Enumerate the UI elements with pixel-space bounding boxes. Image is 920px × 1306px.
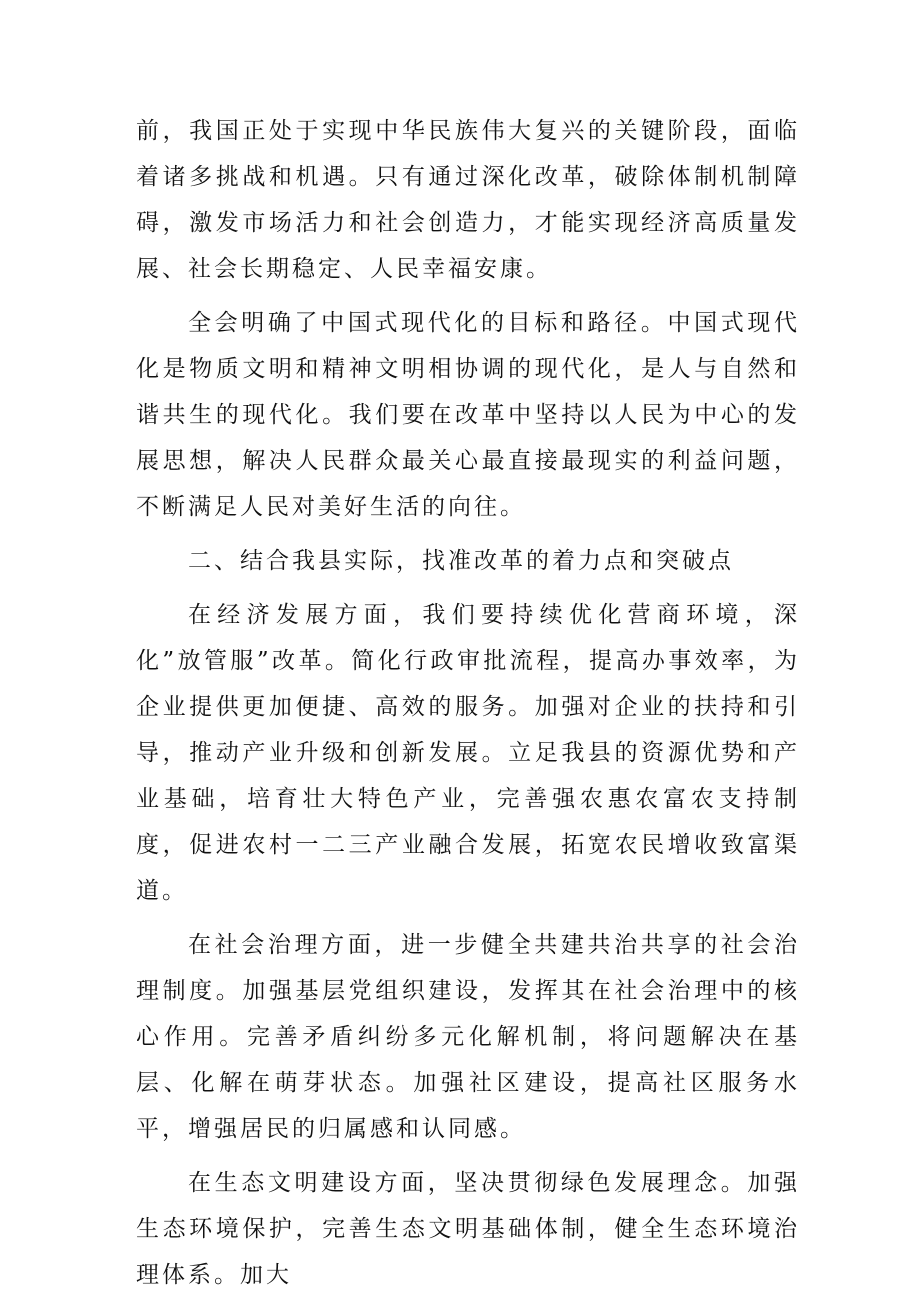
paragraph-economic-development: 在经济发展方面，我们要持续优化营商环境，深化”放管服”改革。简化行政审批流程，提高办事效率，为企业提供更加便捷、高效的服务。加强对企业的扶持和引导，推动产业升级和创新发展。立足我县的资源优势和产业基础，培育壮大特色产业，完善强农惠农富农支持制度，促进农村一二三产业融合发展，拓宽农民增收致富渠道。 (136, 602, 800, 904)
paragraph-social-governance: 在社会治理方面，进一步健全共建共治共享的社会治理制度。加强基层党组织建设，发挥其在社会治理中的核心作用。完善矛盾纠纷多元化解机制，将问题解决在基层、化解在萌芽状态。加强社区建设，提高社区服务水平，增强居民的归属感和认同感。 (136, 932, 800, 1142)
paragraph-ecological-civilization: 在生态文明建设方面，坚决贯彻绿色发展理念。加强生态环境保护，完善生态文明基础体制，健全生态环境治理体系。加大 (136, 1170, 800, 1288)
section-heading-two: 二、结合我县实际，找准改革的着力点和突破点 (188, 548, 734, 574)
paragraph-modernization: 全会明确了中国式现代化的目标和路径。中国式现代化是物质文明和精神文明相协调的现代化，是人与自然和谐共生的现代化。我们要在改革中坚持以人民为中心的发展思想，解决人民群众最关心最直接最现实的利益问题，不断满足人民对美好生活的向往。 (136, 310, 800, 520)
paragraph-continuation: 前，我国正处于实现中华民族伟大复兴的关键阶段，面临着诸多挑战和机遇。只有通过深化改革，破除体制机制障碍，激发市场活力和社会创造力，才能实现经济高质量发展、社会长期稳定、人民幸福安康。 (136, 118, 800, 282)
document-body (136, 108, 800, 1306)
